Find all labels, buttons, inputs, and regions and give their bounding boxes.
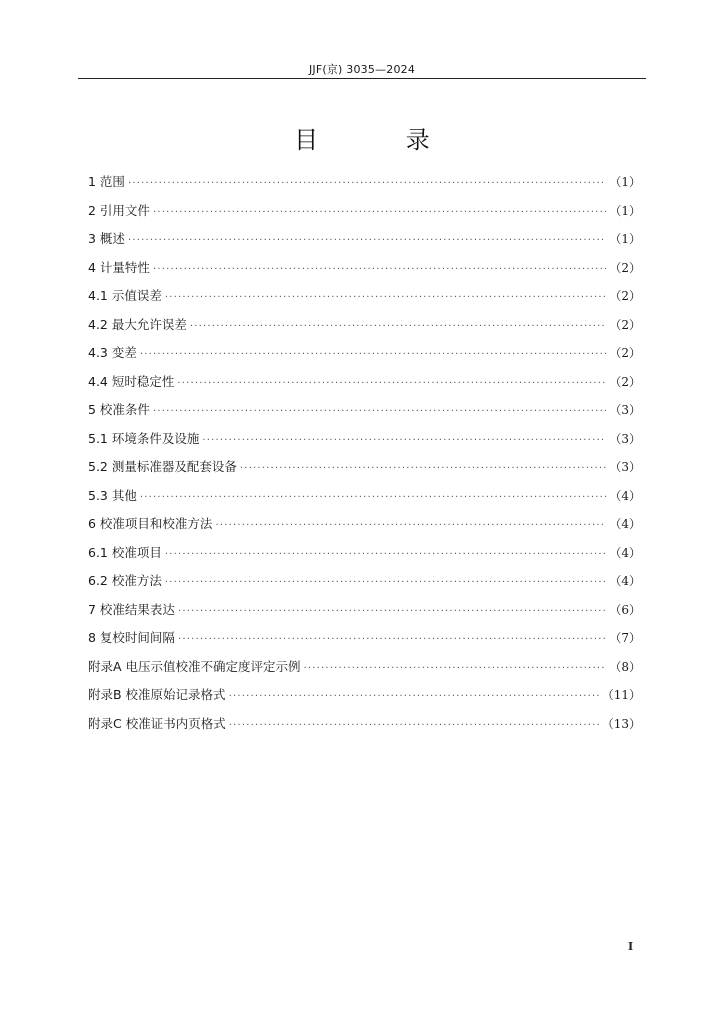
- toc-entry[interactable]: [88, 596, 641, 625]
- toc-leader-dots: [165, 541, 607, 570]
- toc-leader-dots: [178, 626, 606, 655]
- toc-entry-page: （2）: [609, 289, 641, 303]
- toc-leader-dots: [215, 512, 606, 541]
- page-title: 目 录: [294, 126, 470, 154]
- toc-leader-dots: [153, 398, 606, 427]
- toc-entry[interactable]: [88, 681, 641, 710]
- toc-entry-page: （2）: [609, 260, 641, 275]
- toc-entry[interactable]: [88, 653, 641, 682]
- toc-entry-page: （13）: [601, 716, 641, 731]
- page-number: I: [628, 940, 634, 953]
- toc-entry-page: （4）: [609, 517, 641, 531]
- toc-entry-page: （3）: [609, 431, 641, 446]
- toc-entry[interactable]: [88, 282, 641, 311]
- toc-leader-dots: [240, 455, 607, 484]
- toc-leader-dots: [128, 170, 606, 199]
- toc-entry-label: 4.4 短时稳定性: [88, 373, 175, 389]
- toc-entry-page: （1）: [609, 175, 641, 189]
- toc-leader-dots: [229, 683, 599, 712]
- toc-entry-page: （11）: [601, 688, 641, 702]
- toc-leader-dots: [140, 484, 607, 513]
- toc-entry[interactable]: [88, 197, 641, 226]
- toc-entry-label: 6.2 校准方法: [88, 573, 162, 588]
- toc-leader-dots: [165, 284, 607, 313]
- toc-entry[interactable]: [88, 482, 641, 511]
- toc-entry[interactable]: [88, 539, 641, 568]
- toc-entry-page: （2）: [609, 346, 641, 360]
- toc-entry-page: （2）: [609, 374, 641, 389]
- toc-entry-label: 7 校准结果表达: [88, 601, 175, 617]
- toc-entry-label: 3 概述: [88, 231, 125, 246]
- toc-entry-page: （3）: [609, 403, 641, 417]
- toc-entry-label: 4.3 变差: [88, 345, 137, 360]
- toc-leader-dots: [229, 712, 599, 741]
- toc-entry-page: （6）: [609, 602, 641, 617]
- toc-leader-dots: [178, 598, 606, 627]
- toc-entry[interactable]: [88, 510, 641, 539]
- toc-entry-page: （7）: [609, 631, 641, 645]
- toc-entry[interactable]: [88, 225, 641, 254]
- toc-entry[interactable]: [88, 453, 641, 482]
- toc-entry-page: （1）: [609, 232, 641, 246]
- toc-entry-label: 6 校准项目和校准方法: [88, 516, 213, 531]
- toc-entry-label: 附录A 电压示值校准不确定度评定示例: [88, 658, 301, 674]
- toc-entry-label: 8 复校时间间隔: [88, 630, 175, 645]
- toc-entry-page: （8）: [609, 659, 641, 674]
- table-of-contents: [88, 168, 641, 738]
- toc-entry-label: 1 范围: [88, 174, 125, 189]
- toc-entry[interactable]: [88, 425, 641, 454]
- toc-entry-page: （2）: [609, 317, 641, 332]
- toc-entry[interactable]: [88, 368, 641, 397]
- toc-leader-dots: [153, 256, 606, 285]
- toc-entry-label: 附录C 校准证书内页格式: [88, 715, 226, 731]
- toc-leader-dots: [153, 199, 606, 228]
- toc-entry-label: 2 引用文件: [88, 202, 150, 218]
- toc-leader-dots: [304, 655, 607, 684]
- standard-code-header: JJF(京) 3035—2024: [308, 63, 416, 76]
- toc-entry[interactable]: [88, 396, 641, 425]
- toc-entry-label: 6.1 校准项目: [88, 544, 162, 560]
- toc-entry-label: 附录B 校准原始记录格式: [88, 687, 226, 702]
- toc-entry-label: 5.2 测量标准器及配套设备: [88, 459, 237, 474]
- toc-entry-label: 5 校准条件: [88, 402, 150, 417]
- toc-entry[interactable]: [88, 567, 641, 596]
- toc-entry-page: （4）: [609, 574, 641, 588]
- toc-entry[interactable]: [88, 168, 641, 197]
- toc-entry[interactable]: [88, 624, 641, 653]
- toc-leader-dots: [202, 427, 606, 456]
- toc-entry[interactable]: [88, 339, 641, 368]
- toc-leader-dots: [190, 313, 607, 342]
- toc-entry[interactable]: [88, 311, 641, 340]
- toc-entry-page: （3）: [609, 460, 641, 474]
- toc-entry-label: 4.2 最大允许误差: [88, 316, 187, 332]
- toc-entry-page: （4）: [609, 488, 641, 503]
- toc-entry-label: 4.1 示值误差: [88, 288, 162, 303]
- toc-entry-page: （4）: [609, 545, 641, 560]
- header-divider: [78, 78, 646, 79]
- toc-leader-dots: [177, 370, 606, 399]
- toc-entry[interactable]: [88, 710, 641, 739]
- toc-leader-dots: [140, 341, 607, 370]
- toc-entry-label: 5.3 其他: [88, 487, 137, 503]
- toc-leader-dots: [165, 569, 607, 598]
- toc-leader-dots: [128, 227, 606, 256]
- toc-entry-label: 4 计量特性: [88, 259, 150, 275]
- toc-entry[interactable]: [88, 254, 641, 283]
- toc-entry-page: （1）: [609, 203, 641, 218]
- toc-entry-label: 5.1 环境条件及设施: [88, 430, 200, 446]
